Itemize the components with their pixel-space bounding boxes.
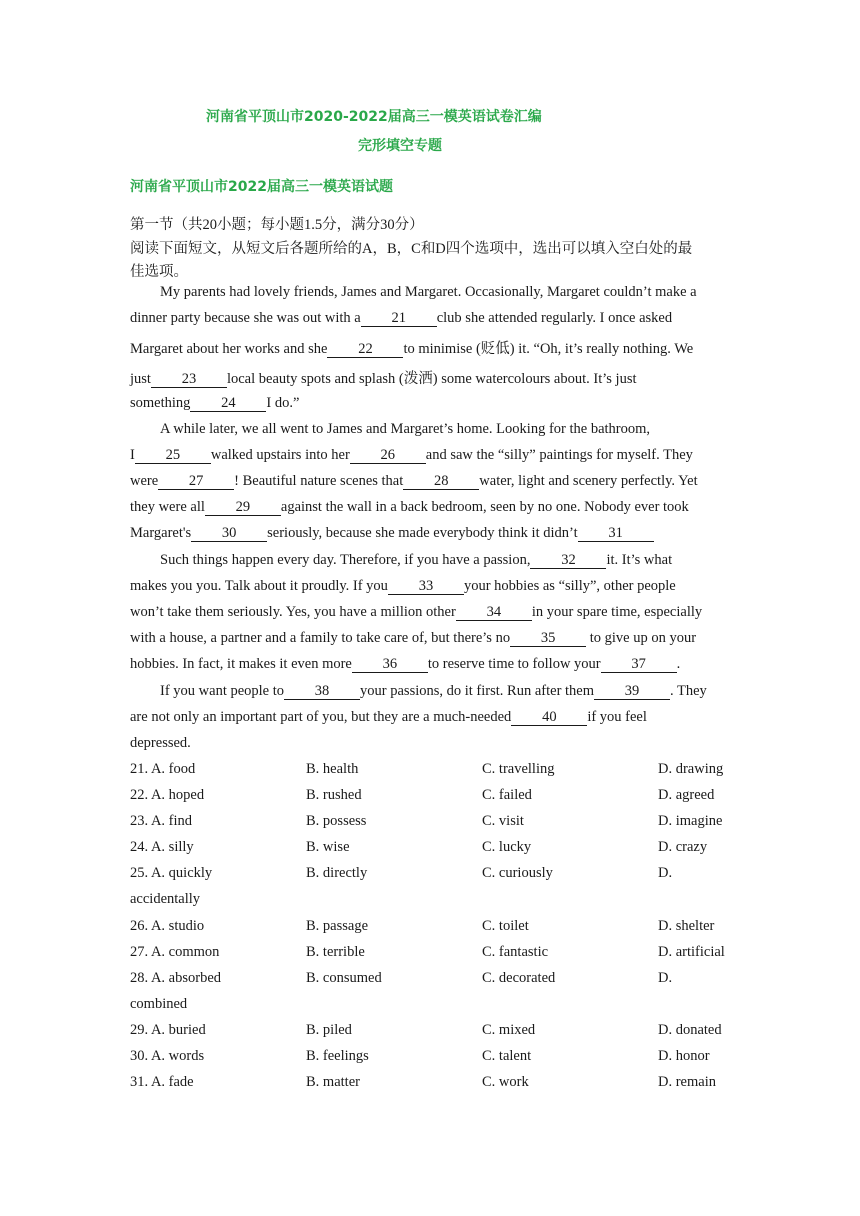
option-b: B. rushed xyxy=(306,787,362,803)
text-run: club she attended regularly. I once asked xyxy=(436,310,673,326)
text-run: to minimise (贬低) it. “Oh, it’s really nothing. We xyxy=(403,341,694,357)
option-d: D. agreed xyxy=(658,787,715,803)
option-a: 28. A. absorbed xyxy=(130,970,222,986)
option-d: D. crazy xyxy=(658,839,708,855)
option-d: D. imagine xyxy=(658,813,723,829)
text-run: something xyxy=(130,395,191,411)
blank-26: 26 xyxy=(350,448,426,464)
option-b: B. possess xyxy=(306,813,367,829)
text-run: local beauty spots and splash (泼洒) some watercolours about. It’s just xyxy=(226,371,637,387)
text-run: hobbies. In fact, it makes it even more xyxy=(130,656,352,672)
option-c: C. mixed xyxy=(482,1022,536,1038)
passage-line xyxy=(130,499,689,516)
passage-line: My parents had lovely friends, James and Margaret. Occasionally, Margaret couldn’t make a xyxy=(160,284,697,300)
blank-23: 23 xyxy=(151,372,227,388)
text-run: and saw the “silly” paintings for myself. They xyxy=(425,447,693,463)
option-b: B. consumed xyxy=(306,970,382,986)
blank-39: 39 xyxy=(594,684,670,700)
blank-38: 38 xyxy=(284,684,360,700)
blank-29: 29 xyxy=(205,500,281,516)
option-b: B. passage xyxy=(306,918,369,934)
option-c: C. travelling xyxy=(482,761,555,777)
text-run: are not only an important part of you, but they are a much-needed xyxy=(130,709,512,725)
option-b: B. matter xyxy=(306,1074,360,1090)
text-run: water, light and scenery perfectly. Yet xyxy=(479,473,698,489)
text-run: makes you you. Talk about it proudly. If you xyxy=(130,578,388,594)
text-run: your hobbies as “silly”, other people xyxy=(463,578,676,594)
option-a: 31. A. fade xyxy=(130,1074,194,1090)
passage-line xyxy=(130,604,702,621)
text-run: I do.” xyxy=(266,395,300,411)
passage-line xyxy=(160,552,672,569)
option-d: D. remain xyxy=(658,1074,716,1090)
text-run: just xyxy=(130,371,151,387)
blank-31: 31 xyxy=(578,526,654,542)
blank-25: 25 xyxy=(135,448,211,464)
option-b: B. piled xyxy=(306,1022,352,1038)
option-b: B. wise xyxy=(306,839,350,855)
option-c: C. work xyxy=(482,1074,529,1090)
option-d-wrapped: combined xyxy=(130,996,188,1012)
text-run: to give up on your xyxy=(586,630,697,646)
option-a: 21. A. food xyxy=(130,761,196,777)
option-d: D. donated xyxy=(658,1022,722,1038)
option-a: 24. A. silly xyxy=(130,839,194,855)
text-run: they were all xyxy=(130,499,205,515)
option-d: D. artificial xyxy=(658,944,725,960)
option-a: 27. A. common xyxy=(130,944,220,960)
blank-37: 37 xyxy=(601,657,677,673)
text-run: . xyxy=(676,656,681,672)
blank-32: 32 xyxy=(530,553,606,569)
text-run: it. It’s what xyxy=(606,552,673,568)
option-c: C. curiously xyxy=(482,865,553,881)
instruction-line: 第一节（共20小题；每小题1.5分，满分30分） xyxy=(130,217,424,233)
option-d: D. xyxy=(658,970,673,986)
text-run: ! Beautiful nature scenes that xyxy=(234,473,404,489)
option-a: 23. A. find xyxy=(130,813,193,829)
passage-line xyxy=(130,447,693,464)
blank-36: 36 xyxy=(352,657,428,673)
blank-21: 21 xyxy=(361,311,437,327)
passage-line xyxy=(130,310,672,327)
instruction-line: 佳选项。 xyxy=(130,264,188,280)
option-d: D. xyxy=(658,865,673,881)
option-b: B. terrible xyxy=(306,944,365,960)
blank-27: 27 xyxy=(158,474,234,490)
passage-line xyxy=(130,473,698,490)
text-run: won’t take them seriously. Yes, you have a million other xyxy=(130,604,456,620)
text-run: I xyxy=(130,447,135,463)
text-run: to reserve time to follow your xyxy=(427,656,601,672)
option-c: C. visit xyxy=(482,813,524,829)
option-a: 30. A. words xyxy=(130,1048,205,1064)
option-c: C. failed xyxy=(482,787,532,803)
passage-line: A while later, we all went to James and Margaret’s home. Looking for the bathroom, xyxy=(160,421,651,437)
passage-line xyxy=(130,395,299,412)
blank-24: 24 xyxy=(190,396,266,412)
text-run: seriously, because she made everybody think it didn’t xyxy=(267,525,578,541)
document-subtitle: 完形填空专题 xyxy=(358,138,442,154)
option-c: C. decorated xyxy=(482,970,556,986)
option-d: D. drawing xyxy=(658,761,724,777)
passage-line xyxy=(160,683,707,700)
passage-line: depressed. xyxy=(130,735,191,751)
option-b: B. health xyxy=(306,761,359,777)
text-run: your passions, do it first. Run after them xyxy=(360,683,595,699)
text-run: Margaret about her works and she xyxy=(130,341,328,357)
section-title: 河南省平顶山市2022届高三一模英语试题 xyxy=(130,179,393,195)
text-run: walked upstairs into her xyxy=(210,447,350,463)
text-run: if you feel xyxy=(587,709,647,725)
text-run: If you want people to xyxy=(160,683,285,699)
passage-line xyxy=(130,367,637,388)
option-c: C. toilet xyxy=(482,918,529,934)
blank-33: 33 xyxy=(388,579,464,595)
option-a: 25. A. quickly xyxy=(130,865,213,881)
option-c: C. fantastic xyxy=(482,944,549,960)
text-run: against the wall in a back bedroom, seen by no one. Nobody ever took xyxy=(280,499,689,515)
text-run: Margaret's xyxy=(130,525,192,541)
option-d-wrapped: accidentally xyxy=(130,891,201,907)
text-run: dinner party because she was out with a xyxy=(130,310,361,326)
text-run: . They xyxy=(670,683,707,699)
blank-28: 28 xyxy=(403,474,479,490)
option-b: B. directly xyxy=(306,865,368,881)
option-c: C. talent xyxy=(482,1048,532,1064)
text-run: in your spare time, especially xyxy=(531,604,703,620)
passage-line xyxy=(130,630,696,647)
blank-34: 34 xyxy=(456,605,532,621)
passage-line xyxy=(130,337,693,358)
passage-line xyxy=(130,578,676,595)
option-a: 29. A. buried xyxy=(130,1022,206,1038)
option-c: C. lucky xyxy=(482,839,532,855)
blank-35: 35 xyxy=(510,631,586,647)
option-d: D. shelter xyxy=(658,918,715,934)
document-title: 河南省平顶山市2020-2022届高三一模英语试卷汇编 xyxy=(206,109,542,125)
blank-30: 30 xyxy=(191,526,267,542)
passage-line xyxy=(130,709,647,726)
option-b: B. feelings xyxy=(306,1048,369,1064)
passage-line xyxy=(130,656,680,673)
option-a: 26. A. studio xyxy=(130,918,205,934)
option-a: 22. A. hoped xyxy=(130,787,205,803)
blank-22: 22 xyxy=(327,342,403,358)
text-run: Such things happen every day. Therefore, if you have a passion, xyxy=(160,552,531,568)
text-run: with a house, a partner and a family to take care of, but there’s no xyxy=(130,630,511,646)
instruction-line: 阅读下面短文，从短文后各题所给的A，B，C和D四个选项中，选出可以填入空白处的最 xyxy=(130,241,693,257)
blank-40: 40 xyxy=(511,710,587,726)
passage-line xyxy=(130,525,654,542)
text-run: were xyxy=(130,473,159,489)
option-d: D. honor xyxy=(658,1048,710,1064)
